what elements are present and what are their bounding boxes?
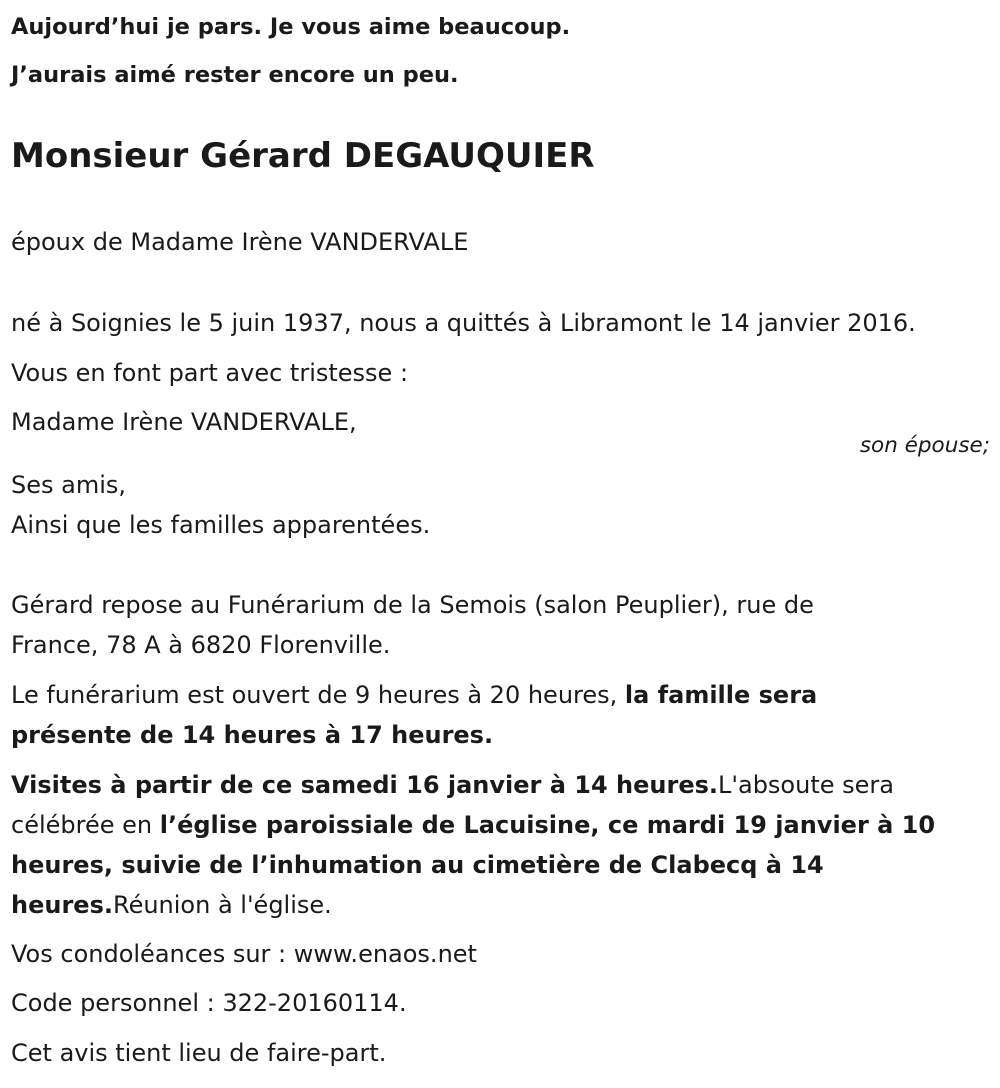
rest-line-1: Gérard repose au Funérarium de la Semois (salon Peuplier), rue de	[11, 591, 814, 619]
notice-line: Cet avis tient lieu de faire-part.	[11, 1039, 387, 1067]
announcer-friends: Ses amis,	[11, 471, 127, 499]
rest-line-2: France, 78 A à 6820 Florenville.	[11, 631, 391, 659]
visits-text: Visites à partir de ce samedi 16 janvier à 14 heures.	[11, 771, 719, 799]
deceased-name: Monsieur Gérard DEGAUQUIER	[11, 136, 595, 176]
condolences-line: Vos condoléances sur : www.enaos.net	[11, 940, 477, 968]
celebrated-text: célébrée en	[11, 811, 160, 839]
announcers-intro: Vous en font part avec tristesse :	[11, 359, 409, 387]
quote-line-1: Aujourd’hui je pars. Je vous aime beaucoup.	[11, 14, 571, 40]
birth-death-line: né à Soignies le 5 juin 1937, nous a quittés à Libramont le 14 janvier 2016.	[11, 309, 916, 337]
ceremony-line-2	[11, 805, 935, 845]
ceremony-line-1	[11, 765, 894, 805]
spouse-line: époux de Madame Irène VANDERVALE	[11, 228, 469, 256]
opening-line-2	[11, 715, 493, 755]
opening-hours-text: Le funérarium est ouvert de 9 heures à 20 heures,	[11, 681, 625, 709]
quote-line-2: J’aurais aimé rester encore un peu.	[11, 62, 459, 88]
ceremony-line-3	[11, 845, 824, 885]
ceremony-line-4	[11, 885, 332, 925]
absoute-text: L'absoute sera	[718, 771, 894, 799]
announcer-families: Ainsi que les familles apparentées.	[11, 511, 431, 539]
burial-text: heures, suivie de l’inhumation au cimetière de Clabecq à 14	[11, 851, 824, 879]
family-presence-hours: présente de 14 heures à 17 heures.	[11, 721, 494, 749]
announcer-spouse-name: Madame Irène VANDERVALE,	[11, 408, 357, 436]
church-text: l’église paroissiale de Lacuisine, ce mardi 19 janvier à 10	[159, 811, 936, 839]
burial-hours-text: heures.	[11, 891, 113, 919]
opening-line-1	[11, 675, 817, 715]
announcer-spouse-role: son épouse;	[859, 433, 990, 458]
personal-code-line: Code personnel : 322-20160114.	[11, 989, 407, 1017]
reunion-text: Réunion à l'église.	[112, 891, 332, 919]
family-presence-text: la famille sera	[624, 681, 818, 709]
